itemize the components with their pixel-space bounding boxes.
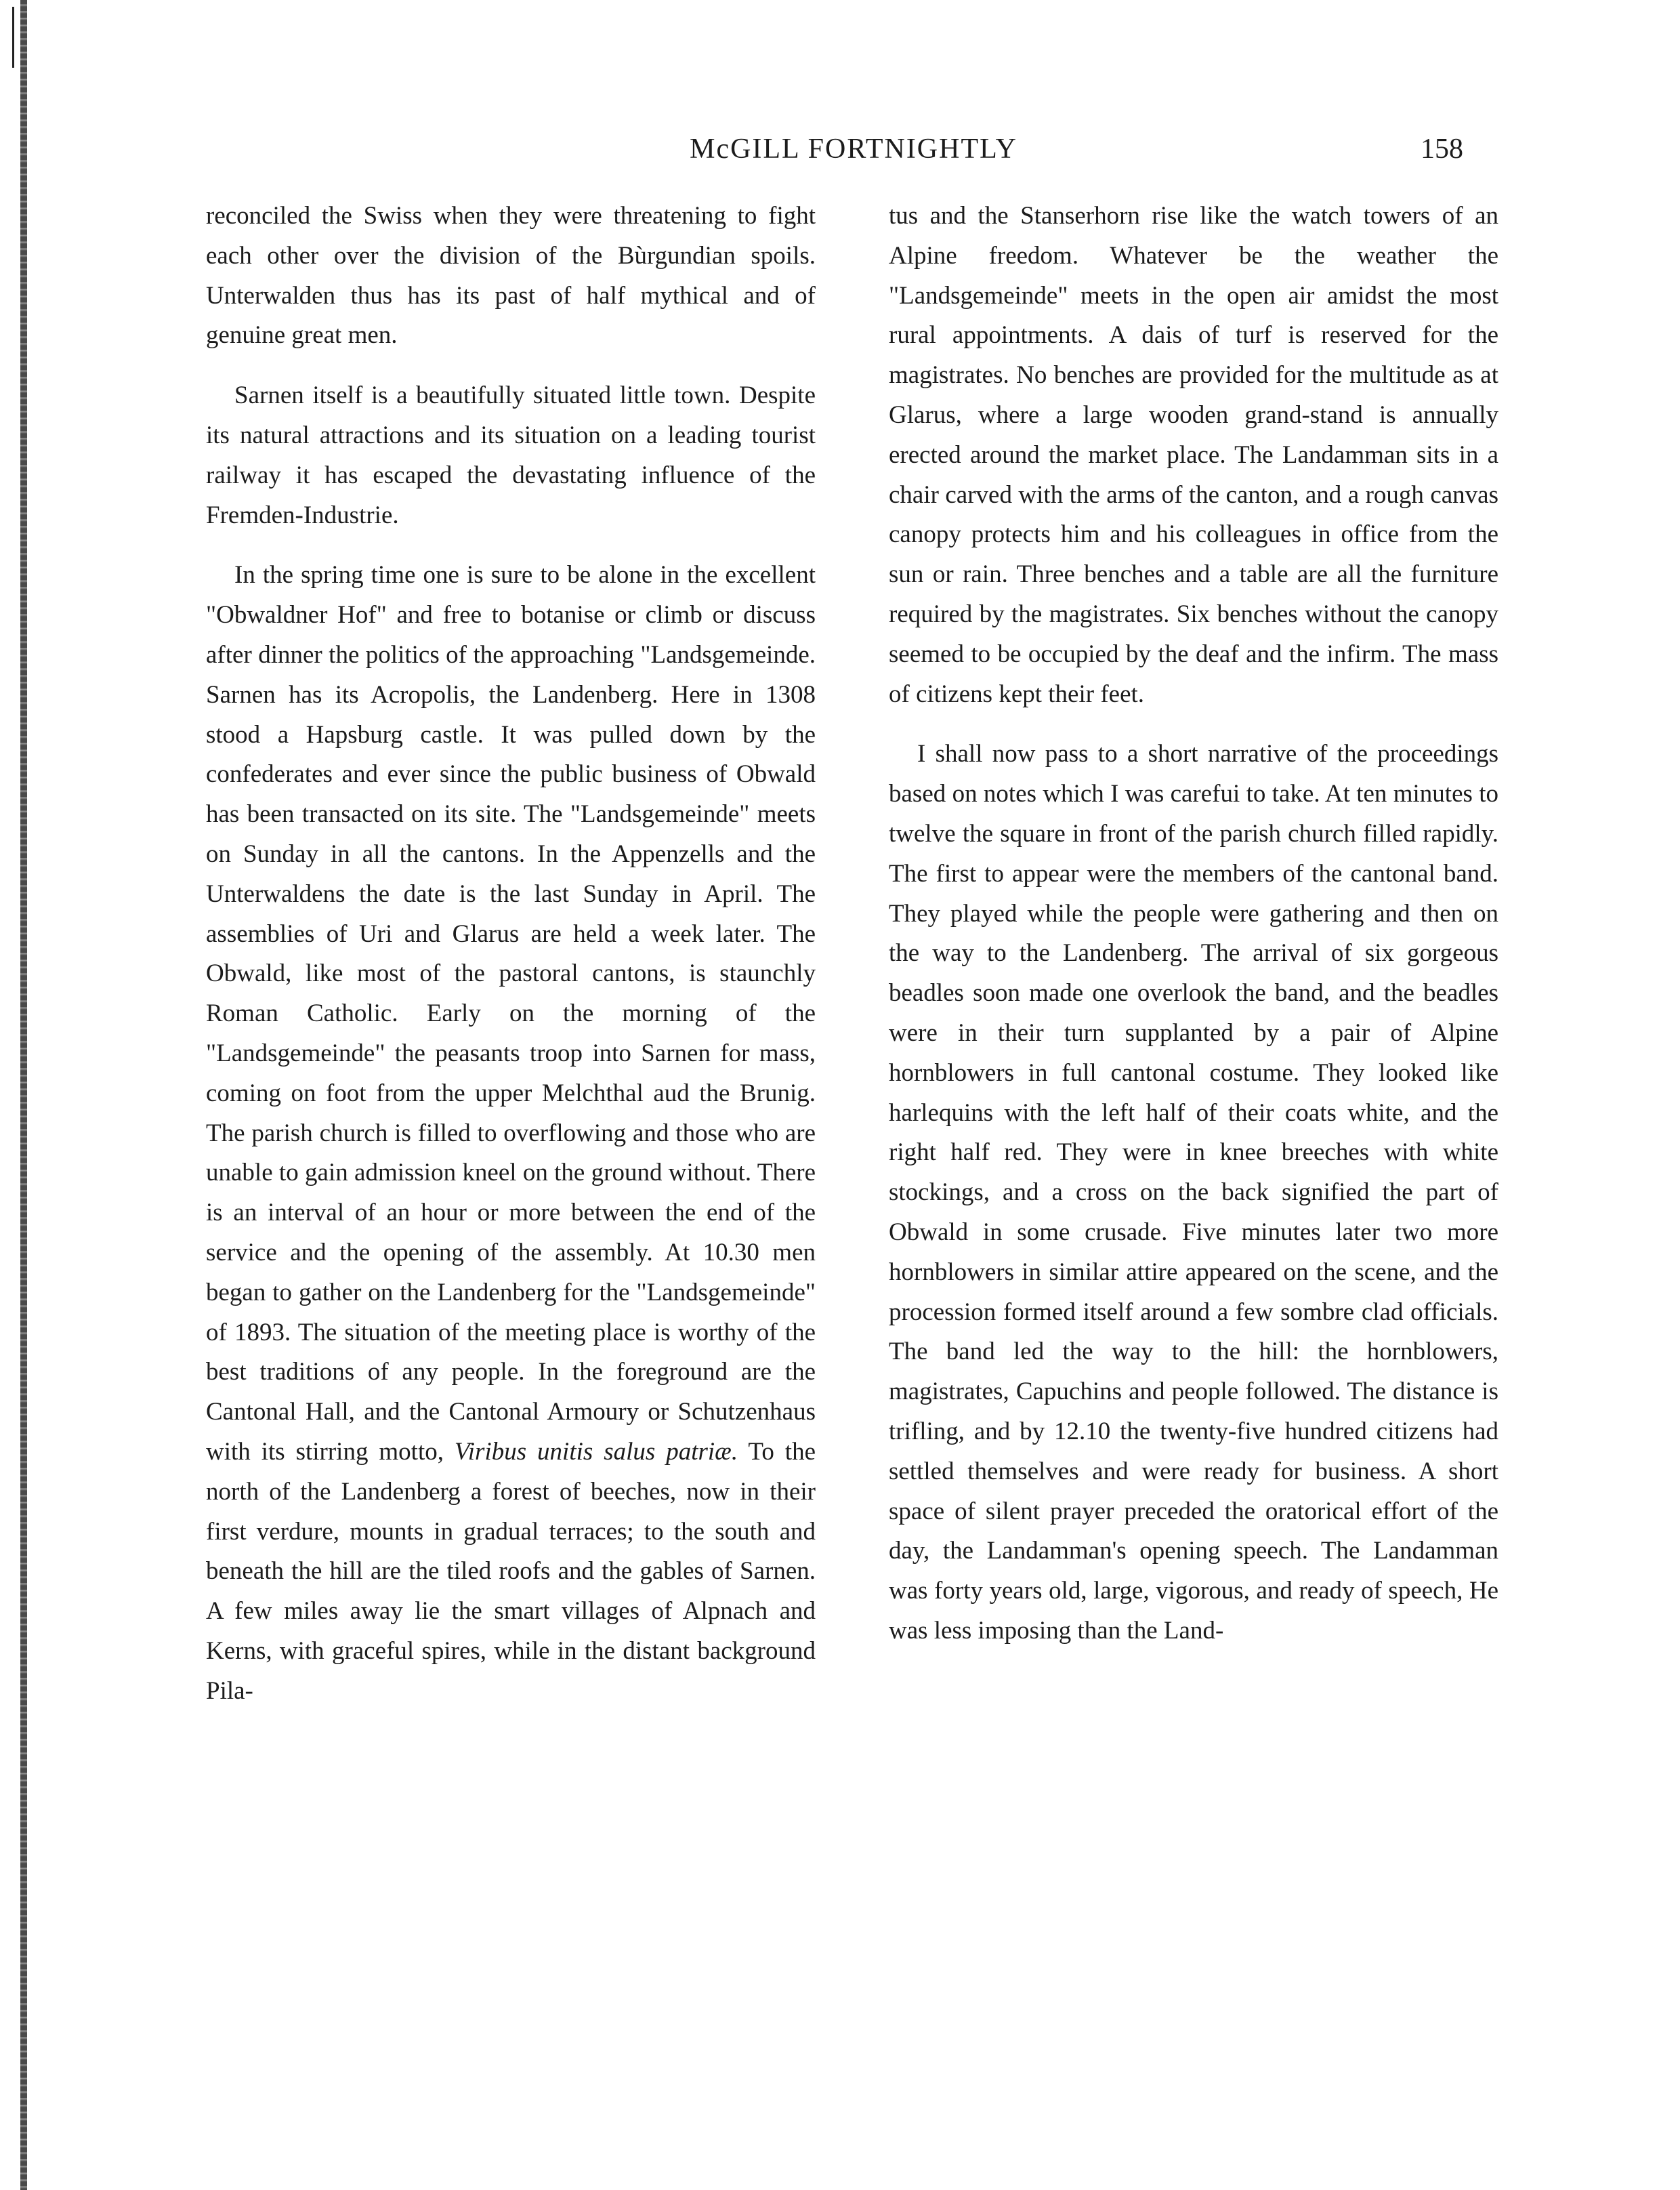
binding-mark: [12, 7, 14, 68]
paragraph: I shall now pass to a short narrative of the proceedings based on notes which I was carefui to take. At ten minutes to twelve the square in front of the parish church filled rapidly. The first to appear were the members of the cantonal band. They played while the people were gathering and then on the way to the Landenberg. The arrival of six gorgeous beadles soon made one overlook the band, and the beadles were in their turn supplanted by a pair of Alpine hornblowers in full cantonal costume. They looked like harlequins with the left half of their coats white, and the right half red. They were in knee breeches with white stockings, and a cross on the back signified the part of Obwald in some crusade. Five minutes later two more hornblowers in similar attire appeared on the scene, and the procession formed itself around a few sombre clad officials. The band led the way to the hill: the hornblowers, magistrates, Capuchins and people followed. The distance is trifling, and by 12.10 the twenty-five hundred citizens had settled themselves and were ready for business. A short space of silent prayer preceded the oratorical effort of the day, the Landamman's opening speech. The Landamman was forty years old, large, vigorous, and ready of speech, He was less imposing than the Land-: [889, 740, 1498, 1645]
paragraph: reconciled the Swiss when they were threatening to fight each other over the division of the Bùrgundian spoils. Unterwalden thus has its past of half mythical and of genuine great men.: [206, 202, 816, 350]
page-binding-edge: [20, 0, 27, 2190]
paragraph: Sarnen itself is a beautifully situated little town. Despite its natural attractions and its situation on a leading tourist railway it has escaped the devastating influence of the Fremden-Industrie.: [206, 381, 816, 529]
paragraph: tus and the Stanserhorn rise like the watch towers of an Alpine freedom. Whatever be the weather the "Landsgemeinde" meets in the open air amidst the most rural appointments. A dais of turf is reserved for the magistrates. No benches are provided for the multitude as at Glarus, where a large wooden grand-stand is annually erected around the market place. The Landamman sits in a chair carved with the arms of the canton, and a rough canvas canopy protects him and his colleagues in office from the sun or rain. Three benches and a table are all the furniture required by the magistrates. Six benches without the canopy seemed to be occupied by the deaf and the infirm. The mass of citizens kept their feet.: [889, 202, 1498, 708]
paragraph: [206, 556, 816, 1711]
left-column: [206, 197, 816, 1711]
running-title: McGILL FORTNIGHTLY: [690, 133, 1017, 165]
latin-motto: Viribus unitis salus patriæ.: [454, 1437, 738, 1466]
paragraph-text: To the north of the Landenberg a forest of beeches, now in their first verdure, mounts in gradual terraces; to the south and beneath the hill are the tiled roofs and the gables of Sarnen. A few miles away lie the smart villages of Alpnach and Kerns, with graceful spires, while in the distant background Pila-: [206, 1437, 816, 1705]
right-column: [889, 197, 1498, 1651]
paragraph-text: In the spring time one is sure to be alone in the excellent "Obwaldner Hof" and free to botanise or climb or discuss after dinner the politics of the approaching "Landsgemeinde. Sarnen has its Acropolis, the Landenberg. Here in 1308 stood a Hapsburg castle. It was pulled down by the confederates and ever since the public business of Obwald has been transacted on its site. The "Landsgemeinde" meets on Sunday in all the cantons. In the Appenzells and the Unterwaldens the date is the last Sunday in April. The assemblies of Uri and Glarus are held a week later. The Obwald, like most of the pastoral cantons, is staunchly Roman Catholic. Early on the morning of the "Landsgemeinde" the peasants troop into Sarnen for mass, coming on foot from the upper Melchthal aud the Brunig. The parish church is filled to overflowing and those who are unable to gain admission kneel on the ground without. There is an interval of an hour or more between the end of the service and the opening of the assembly. At 10.30 men began to gather on the Landenberg for the "Landsgemeinde" of 1893. The situation of the meeting place is worthy of the best traditions of any people. In the foreground are the Cantonal Hall, and the Cantonal Armoury or Schutzenhaus with its stirring motto,: [206, 561, 816, 1466]
page-number: 158: [1421, 133, 1463, 165]
page-header: [203, 133, 1504, 180]
